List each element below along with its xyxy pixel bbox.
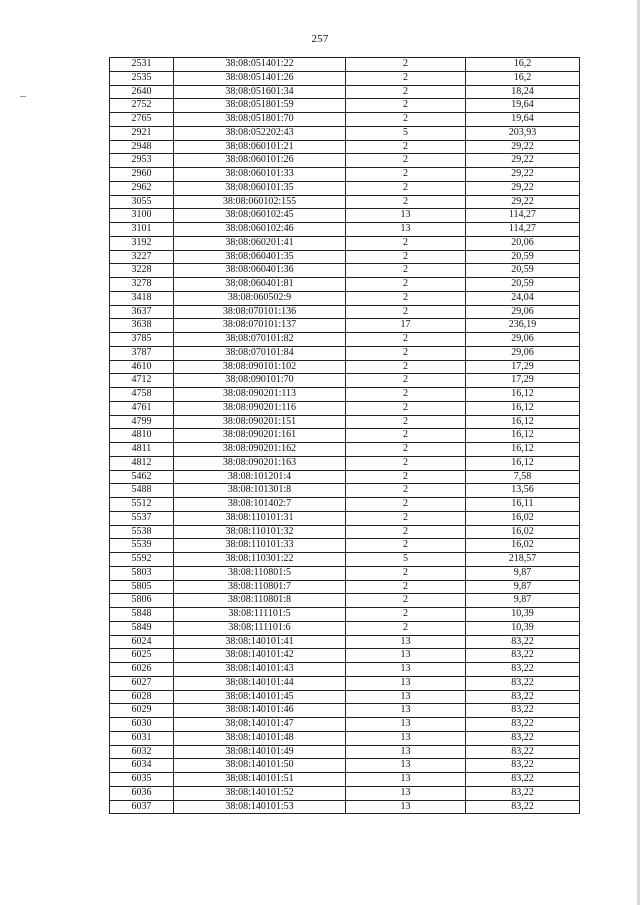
record-number-cell: 5849 <box>110 621 174 635</box>
count-cell: 5 <box>346 126 466 140</box>
table-row <box>110 388 580 402</box>
area-cell: 17,29 <box>466 360 580 374</box>
record-number-cell: 5848 <box>110 608 174 622</box>
count-cell: 2 <box>346 608 466 622</box>
record-number-cell: 5539 <box>110 539 174 553</box>
record-number-cell: 2921 <box>110 126 174 140</box>
cadastral-number-cell: 38:08:111101:6 <box>174 621 346 635</box>
record-number-cell: 4712 <box>110 374 174 388</box>
area-cell: 20,59 <box>466 250 580 264</box>
area-cell: 16,12 <box>466 388 580 402</box>
count-cell: 5 <box>346 553 466 567</box>
count-cell: 2 <box>346 305 466 319</box>
table-row <box>110 278 580 292</box>
scan-mark <box>20 96 26 97</box>
cadastral-number-cell: 38:08:060102:46 <box>174 223 346 237</box>
cadastral-number-cell: 38:08:090101:70 <box>174 374 346 388</box>
table-row <box>110 58 580 72</box>
cadastral-number-cell: 38:08:090201:151 <box>174 415 346 429</box>
cadastral-number-cell: 38:08:090201:162 <box>174 443 346 457</box>
cadastral-number-cell: 38:08:090201:163 <box>174 456 346 470</box>
cadastral-number-cell: 38:08:140101:49 <box>174 745 346 759</box>
table-row <box>110 704 580 718</box>
cadastral-number-cell: 38:08:070101:84 <box>174 346 346 360</box>
area-cell: 83,22 <box>466 704 580 718</box>
area-cell: 83,22 <box>466 745 580 759</box>
table-row <box>110 759 580 773</box>
table-row <box>110 168 580 182</box>
table-row <box>110 718 580 732</box>
count-cell: 2 <box>346 498 466 512</box>
area-cell: 83,22 <box>466 635 580 649</box>
record-number-cell: 5488 <box>110 484 174 498</box>
count-cell: 2 <box>346 236 466 250</box>
count-cell: 2 <box>346 401 466 415</box>
table-row <box>110 676 580 690</box>
cadastral-number-cell: 38:08:140101:50 <box>174 759 346 773</box>
record-number-cell: 2953 <box>110 154 174 168</box>
cadastral-number-cell: 38:08:140101:51 <box>174 773 346 787</box>
table-row <box>110 319 580 333</box>
record-number-cell: 6030 <box>110 718 174 732</box>
area-cell: 29,22 <box>466 168 580 182</box>
cadastral-number-cell: 38:08:110801:5 <box>174 566 346 580</box>
cadastral-number-cell: 38:08:060102:45 <box>174 209 346 223</box>
cadastral-number-cell: 38:08:060401:35 <box>174 250 346 264</box>
table-row <box>110 291 580 305</box>
cadastral-number-cell: 38:08:110101:33 <box>174 539 346 553</box>
area-cell: 16,12 <box>466 401 580 415</box>
area-cell: 203,93 <box>466 126 580 140</box>
record-number-cell: 3192 <box>110 236 174 250</box>
record-number-cell: 2640 <box>110 85 174 99</box>
area-cell: 83,22 <box>466 731 580 745</box>
count-cell: 13 <box>346 690 466 704</box>
record-number-cell: 3638 <box>110 319 174 333</box>
area-cell: 16,11 <box>466 498 580 512</box>
record-number-cell: 5462 <box>110 470 174 484</box>
cadastral-number-cell: 38:08:090201:116 <box>174 401 346 415</box>
count-cell: 2 <box>346 388 466 402</box>
record-number-cell: 3785 <box>110 333 174 347</box>
area-cell: 236,19 <box>466 319 580 333</box>
area-cell: 13,56 <box>466 484 580 498</box>
table-row <box>110 126 580 140</box>
cadastral-number-cell: 38:08:110801:7 <box>174 580 346 594</box>
count-cell: 17 <box>346 319 466 333</box>
record-number-cell: 3055 <box>110 195 174 209</box>
record-number-cell: 4610 <box>110 360 174 374</box>
record-number-cell: 4761 <box>110 401 174 415</box>
count-cell: 2 <box>346 154 466 168</box>
count-cell: 2 <box>346 374 466 388</box>
table-row <box>110 594 580 608</box>
cadastral-number-cell: 38:08:052202:43 <box>174 126 346 140</box>
area-cell: 16,02 <box>466 511 580 525</box>
table-row <box>110 374 580 388</box>
count-cell: 2 <box>346 291 466 305</box>
count-cell: 2 <box>346 470 466 484</box>
cadastral-number-cell: 38:08:060101:26 <box>174 154 346 168</box>
table-row <box>110 333 580 347</box>
table-row <box>110 649 580 663</box>
table-row <box>110 71 580 85</box>
count-cell: 2 <box>346 525 466 539</box>
record-number-cell: 2531 <box>110 58 174 72</box>
table-row <box>110 181 580 195</box>
table-row <box>110 209 580 223</box>
cadastral-number-cell: 38:08:140101:43 <box>174 663 346 677</box>
table-row <box>110 511 580 525</box>
area-cell: 83,22 <box>466 663 580 677</box>
cadastral-number-cell: 38:08:051401:26 <box>174 71 346 85</box>
table-row <box>110 608 580 622</box>
cadastral-number-cell: 38:08:140101:45 <box>174 690 346 704</box>
record-number-cell: 6027 <box>110 676 174 690</box>
count-cell: 2 <box>346 511 466 525</box>
record-number-cell: 6029 <box>110 704 174 718</box>
table-row <box>110 415 580 429</box>
record-number-cell: 6036 <box>110 786 174 800</box>
count-cell: 13 <box>346 800 466 814</box>
registry-table-body <box>110 58 580 814</box>
count-cell: 2 <box>346 594 466 608</box>
area-cell: 83,22 <box>466 800 580 814</box>
count-cell: 2 <box>346 443 466 457</box>
count-cell: 2 <box>346 250 466 264</box>
record-number-cell: 2752 <box>110 99 174 113</box>
record-number-cell: 3101 <box>110 223 174 237</box>
count-cell: 2 <box>346 85 466 99</box>
record-number-cell: 3787 <box>110 346 174 360</box>
cadastral-number-cell: 38:08:140101:48 <box>174 731 346 745</box>
count-cell: 13 <box>346 718 466 732</box>
table-row <box>110 663 580 677</box>
table-row <box>110 525 580 539</box>
record-number-cell: 6026 <box>110 663 174 677</box>
record-number-cell: 5803 <box>110 566 174 580</box>
count-cell: 2 <box>346 195 466 209</box>
count-cell: 13 <box>346 663 466 677</box>
table-row <box>110 621 580 635</box>
table-row <box>110 470 580 484</box>
record-number-cell: 5538 <box>110 525 174 539</box>
count-cell: 2 <box>346 71 466 85</box>
record-number-cell: 5806 <box>110 594 174 608</box>
record-number-cell: 3227 <box>110 250 174 264</box>
record-number-cell: 6025 <box>110 649 174 663</box>
record-number-cell: 5805 <box>110 580 174 594</box>
cadastral-number-cell: 38:08:051801:59 <box>174 99 346 113</box>
cadastral-number-cell: 38:08:051401:22 <box>174 58 346 72</box>
cadastral-number-cell: 38:08:101301:8 <box>174 484 346 498</box>
area-cell: 20,06 <box>466 236 580 250</box>
count-cell: 13 <box>346 649 466 663</box>
table-row <box>110 456 580 470</box>
count-cell: 2 <box>346 346 466 360</box>
table-row <box>110 223 580 237</box>
area-cell: 16,02 <box>466 525 580 539</box>
record-number-cell: 5592 <box>110 553 174 567</box>
table-row <box>110 236 580 250</box>
table-row <box>110 113 580 127</box>
record-number-cell: 2960 <box>110 168 174 182</box>
record-number-cell: 6031 <box>110 731 174 745</box>
area-cell: 9,87 <box>466 580 580 594</box>
record-number-cell: 4812 <box>110 456 174 470</box>
count-cell: 13 <box>346 635 466 649</box>
record-number-cell: 6035 <box>110 773 174 787</box>
cadastral-number-cell: 38:08:060101:21 <box>174 140 346 154</box>
table-row <box>110 195 580 209</box>
count-cell: 2 <box>346 264 466 278</box>
record-number-cell: 4810 <box>110 429 174 443</box>
area-cell: 16,12 <box>466 429 580 443</box>
count-cell: 13 <box>346 773 466 787</box>
table-row <box>110 360 580 374</box>
area-cell: 17,29 <box>466 374 580 388</box>
table-row <box>110 731 580 745</box>
record-number-cell: 4758 <box>110 388 174 402</box>
table-row <box>110 539 580 553</box>
record-number-cell: 3100 <box>110 209 174 223</box>
table-row <box>110 346 580 360</box>
area-cell: 9,87 <box>466 594 580 608</box>
area-cell: 114,27 <box>466 223 580 237</box>
table-row <box>110 580 580 594</box>
area-cell: 218,57 <box>466 553 580 567</box>
table-row <box>110 498 580 512</box>
area-cell: 19,64 <box>466 113 580 127</box>
area-cell: 83,22 <box>466 773 580 787</box>
table-row <box>110 745 580 759</box>
cadastral-number-cell: 38:08:110301:22 <box>174 553 346 567</box>
table-row <box>110 786 580 800</box>
table-row <box>110 429 580 443</box>
area-cell: 24,04 <box>466 291 580 305</box>
area-cell: 83,22 <box>466 786 580 800</box>
count-cell: 2 <box>346 360 466 374</box>
area-cell: 16,02 <box>466 539 580 553</box>
cadastral-number-cell: 38:08:140101:41 <box>174 635 346 649</box>
table-row <box>110 305 580 319</box>
cadastral-number-cell: 38:08:070101:137 <box>174 319 346 333</box>
cadastral-number-cell: 38:08:140101:46 <box>174 704 346 718</box>
count-cell: 2 <box>346 415 466 429</box>
area-cell: 29,06 <box>466 305 580 319</box>
area-cell: 83,22 <box>466 718 580 732</box>
record-number-cell: 2948 <box>110 140 174 154</box>
cadastral-number-cell: 38:08:090201:161 <box>174 429 346 443</box>
table-row <box>110 800 580 814</box>
count-cell: 13 <box>346 759 466 773</box>
cadastral-number-cell: 38:08:140101:44 <box>174 676 346 690</box>
count-cell: 2 <box>346 580 466 594</box>
page-number: 257 <box>311 33 329 45</box>
count-cell: 2 <box>346 456 466 470</box>
record-number-cell: 5512 <box>110 498 174 512</box>
area-cell: 29,22 <box>466 195 580 209</box>
area-cell: 83,22 <box>466 690 580 704</box>
count-cell: 13 <box>346 676 466 690</box>
cadastral-number-cell: 38:08:110801:8 <box>174 594 346 608</box>
area-cell: 83,22 <box>466 676 580 690</box>
cadastral-number-cell: 38:08:060401:36 <box>174 264 346 278</box>
area-cell: 20,59 <box>466 278 580 292</box>
cadastral-number-cell: 38:08:051601:34 <box>174 85 346 99</box>
record-number-cell: 3228 <box>110 264 174 278</box>
table-row <box>110 401 580 415</box>
table-row <box>110 443 580 457</box>
table-row <box>110 553 580 567</box>
count-cell: 2 <box>346 484 466 498</box>
record-number-cell: 3418 <box>110 291 174 305</box>
cadastral-number-cell: 38:08:070101:82 <box>174 333 346 347</box>
area-cell: 9,87 <box>466 566 580 580</box>
record-number-cell: 2962 <box>110 181 174 195</box>
record-number-cell: 6034 <box>110 759 174 773</box>
area-cell: 18,24 <box>466 85 580 99</box>
area-cell: 10,39 <box>466 621 580 635</box>
count-cell: 2 <box>346 168 466 182</box>
count-cell: 13 <box>346 223 466 237</box>
area-cell: 16,12 <box>466 443 580 457</box>
count-cell: 2 <box>346 113 466 127</box>
record-number-cell: 2535 <box>110 71 174 85</box>
count-cell: 2 <box>346 278 466 292</box>
area-cell: 83,22 <box>466 759 580 773</box>
area-cell: 29,06 <box>466 333 580 347</box>
area-cell: 10,39 <box>466 608 580 622</box>
area-cell: 83,22 <box>466 649 580 663</box>
table-row <box>110 154 580 168</box>
cadastral-number-cell: 38:08:140101:53 <box>174 800 346 814</box>
record-number-cell: 6028 <box>110 690 174 704</box>
record-number-cell: 3278 <box>110 278 174 292</box>
cadastral-number-cell: 38:08:070101:136 <box>174 305 346 319</box>
cadastral-number-cell: 38:08:060101:35 <box>174 181 346 195</box>
count-cell: 2 <box>346 181 466 195</box>
table-row <box>110 566 580 580</box>
table-row <box>110 140 580 154</box>
count-cell: 2 <box>346 58 466 72</box>
table-row <box>110 99 580 113</box>
area-cell: 7,58 <box>466 470 580 484</box>
record-number-cell: 6024 <box>110 635 174 649</box>
area-cell: 114,27 <box>466 209 580 223</box>
count-cell: 13 <box>346 786 466 800</box>
cadastral-number-cell: 38:08:110101:32 <box>174 525 346 539</box>
count-cell: 13 <box>346 209 466 223</box>
table-row <box>110 484 580 498</box>
count-cell: 13 <box>346 745 466 759</box>
table-row <box>110 264 580 278</box>
record-number-cell: 6032 <box>110 745 174 759</box>
cadastral-number-cell: 38:08:140101:42 <box>174 649 346 663</box>
count-cell: 2 <box>346 566 466 580</box>
area-cell: 19,64 <box>466 99 580 113</box>
table-row <box>110 690 580 704</box>
count-cell: 2 <box>346 333 466 347</box>
area-cell: 29,22 <box>466 140 580 154</box>
area-cell: 29,22 <box>466 154 580 168</box>
count-cell: 2 <box>346 429 466 443</box>
count-cell: 13 <box>346 704 466 718</box>
cadastral-number-cell: 38:08:060102:155 <box>174 195 346 209</box>
area-cell: 16,12 <box>466 415 580 429</box>
area-cell: 16,2 <box>466 58 580 72</box>
cadastral-number-cell: 38:08:101402:7 <box>174 498 346 512</box>
count-cell: 2 <box>346 539 466 553</box>
table-row <box>110 250 580 264</box>
table-row <box>110 635 580 649</box>
record-number-cell: 4811 <box>110 443 174 457</box>
cadastral-number-cell: 38:08:090101:102 <box>174 360 346 374</box>
area-cell: 20,59 <box>466 264 580 278</box>
cadastral-number-cell: 38:08:060101:33 <box>174 168 346 182</box>
count-cell: 2 <box>346 140 466 154</box>
cadastral-number-cell: 38:08:110101:31 <box>174 511 346 525</box>
count-cell: 13 <box>346 731 466 745</box>
cadastral-number-cell: 38:08:060201:41 <box>174 236 346 250</box>
cadastral-number-cell: 38:08:090201:113 <box>174 388 346 402</box>
area-cell: 16,12 <box>466 456 580 470</box>
count-cell: 2 <box>346 99 466 113</box>
cadastral-number-cell: 38:08:051801:70 <box>174 113 346 127</box>
cadastral-number-cell: 38:08:111101:5 <box>174 608 346 622</box>
area-cell: 29,06 <box>466 346 580 360</box>
record-number-cell: 4799 <box>110 415 174 429</box>
cadastral-number-cell: 38:08:101201:4 <box>174 470 346 484</box>
record-number-cell: 3637 <box>110 305 174 319</box>
cadastral-number-cell: 38:08:060502:9 <box>174 291 346 305</box>
area-cell: 29,22 <box>466 181 580 195</box>
table-row <box>110 773 580 787</box>
count-cell: 2 <box>346 621 466 635</box>
cadastral-number-cell: 38:08:140101:52 <box>174 786 346 800</box>
record-number-cell: 6037 <box>110 800 174 814</box>
cadastral-number-cell: 38:08:140101:47 <box>174 718 346 732</box>
record-number-cell: 5537 <box>110 511 174 525</box>
record-number-cell: 2765 <box>110 113 174 127</box>
registry-table <box>109 57 580 814</box>
cadastral-number-cell: 38:08:060401:81 <box>174 278 346 292</box>
table-row <box>110 85 580 99</box>
area-cell: 16,2 <box>466 71 580 85</box>
